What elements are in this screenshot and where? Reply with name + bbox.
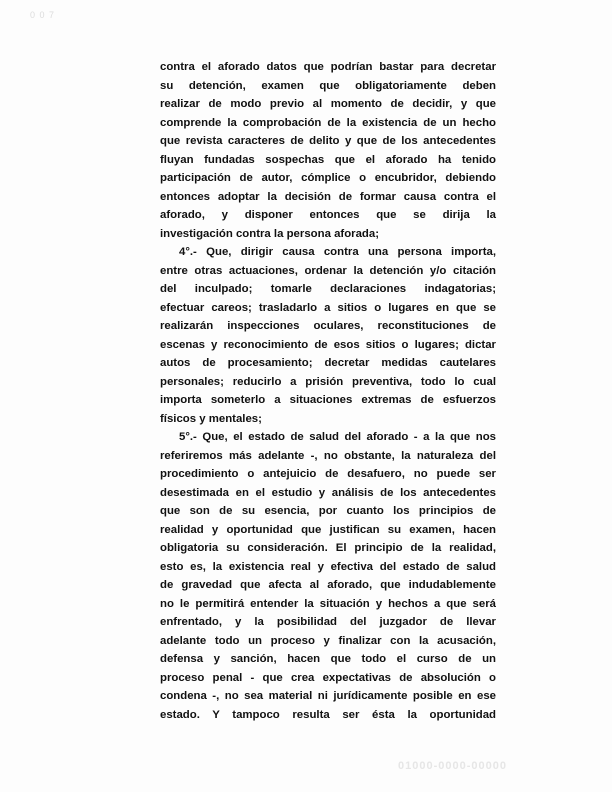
text-line: fluyan fundadas sospechas que el aforado ha tenido [160, 153, 496, 166]
text-line: personales; reducirlo a prisión preventiva, todo lo cual [160, 375, 496, 388]
text-line: 5°.- Que, el estado de salud del aforado - a la que nos [179, 431, 496, 443]
text-line: participación de autor, cómplice o encubridor, debiendo [160, 172, 496, 184]
text-line: entonces adoptar la decisión de formar causa contra el [160, 190, 496, 203]
text-line: no le permitirá entender la situación y hechos a que será [160, 597, 496, 610]
text-line: realidad y oportunidad que justifican su examen, hacen [160, 523, 496, 536]
footer-stamp: 01000-0000-00000 [398, 760, 507, 772]
text-line: enfrentado, y la posibilidad del juzgador de llevar [160, 616, 496, 628]
text-line: investigación contra la persona aforada; [160, 227, 380, 240]
text-line: proceso penal - que crea expectativas de absolución o [160, 671, 496, 684]
text-line: comprende la comprobación de la existencia de un hecho [160, 116, 496, 129]
text-line: del inculpado; tomarle declaraciones indagatorias; [160, 283, 496, 295]
text-line: 4°.- Que, dirigir causa contra una persona importa, [179, 246, 496, 258]
text-line: referiremos más adelante -, no obstante, la naturaleza del [160, 449, 496, 462]
text-line: procedimiento o antejuicio de desafuero, no puede ser [160, 468, 496, 480]
text-line: importa someterlo a situaciones extremas de esfuerzos [160, 394, 496, 406]
text-line: físicos y mentales; [160, 412, 262, 425]
text-line: su detención, examen que obligatoriamente deben [160, 79, 496, 92]
corner-mark: 0 0 7 [30, 10, 56, 20]
text-line: de gravedad que afecta al aforado, que indudablemente [160, 579, 496, 591]
text-line: que revista caracteres de delito y que de los antecedentes [160, 135, 496, 147]
text-line: autos de procesamiento; decretar medidas cautelares [160, 357, 496, 369]
document-body [160, 58, 496, 724]
text-line: entre otras actuaciones, ordenar la detención y/o citación [160, 264, 496, 277]
text-line: condena -, no sea material ni jurídicamente posible en ese [160, 690, 496, 702]
text-line: esto es, la existencia real y efectiva del estado de salud [160, 560, 496, 573]
text-line: que son de su esencia, por cuanto los principios de [160, 505, 496, 517]
text-line: desestimada en el estudio y análisis de los antecedentes [160, 486, 496, 499]
text-line: estado. Y tampoco resulta ser ésta la oportunidad [160, 708, 496, 721]
text-line: efectuar careos; trasladarlo a sitios o lugares en que se [160, 301, 496, 314]
text-line: escenas y reconocimiento de esos sitios o lugares; dictar [160, 338, 496, 351]
text-line: aforado, y disponer entonces que se dirija la [160, 209, 496, 221]
text-line: adelante todo un proceso y finalizar con la acusación, [160, 634, 496, 647]
text-line: realizarán inspecciones oculares, reconstituciones de [160, 320, 496, 332]
text-line: defensa y sanción, hacen que todo el curso de un [160, 653, 496, 665]
text-line: obligatoria su consideración. El principio de la realidad, [160, 542, 496, 554]
text-line: contra el aforado datos que podrían bastar para decretar [160, 61, 496, 73]
text-line: realizar de modo previo al momento de decidir, y que [160, 98, 496, 110]
